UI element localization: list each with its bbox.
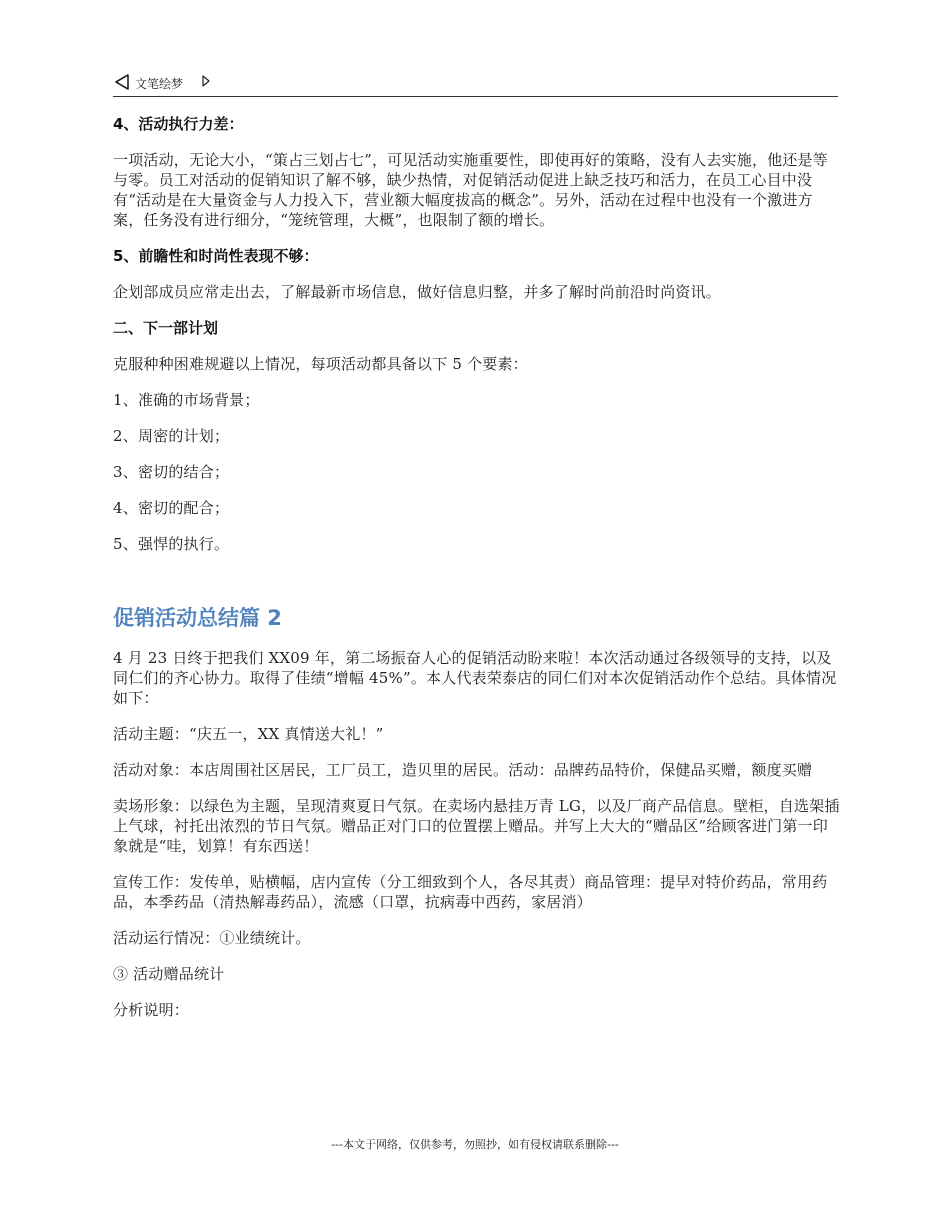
section-heading-4: 4、活动执行力差： xyxy=(113,115,244,133)
document-body xyxy=(113,114,843,1036)
section-heading-plan: 二、下一部计划 xyxy=(113,319,219,337)
section-heading-5: 5、前瞻性和时尚性表现不够： xyxy=(113,247,319,265)
paragraph-execution: 一项活动，无论大小，“策占三划占七”，可见活动实施重要性，即使再好的策略，没有人去实施，他还是等与零。员工对活动的促销知识了解不够，缺少热情，对促销活动促进上缺乏技巧和活力，在员工心目中没有“活动是在大量资金与人力投入下，营业额大幅度拔高的概念”。另外，活动在过程中也没有一个激进方案，任务没有进行细分，“笼统管理，大概”，也限制了额的增长。 xyxy=(113,151,828,229)
list-item: 1、准确的市场背景； xyxy=(113,391,260,409)
brand-name: 文笔绘梦 xyxy=(135,77,184,91)
article-paragraph: 4 月 23 日终于把我们 XX09 年，第二场振奋人心的促销活动盼来啦！本次活动通过各级领导的支持，以及同仁们的齐心协力。取得了佳绩“增幅 45%”。本人代表荣泰店的同仁们对本次促销活动作个总结。具体情况如下： xyxy=(113,649,837,707)
paragraph-trend: 企划部成员应常走出去，了解最新市场信息，做好信息归整，并多了解时尚前沿时尚资讯。 xyxy=(113,283,722,301)
paragraph-plan: 克服种种困难规避以上情况，每项活动都具备以下 5 个要素： xyxy=(113,355,528,373)
triangle-left-icon xyxy=(113,73,131,91)
article-paragraph: 活动运行情况：①业绩统计。 xyxy=(113,929,311,947)
page-footer: ---本文于网络，仅供参考，勿照抄，如有侵权请联系删除--- xyxy=(331,1138,619,1151)
article-paragraph: ③ 活动赠品统计 xyxy=(113,965,225,983)
page-header xyxy=(113,70,838,97)
list-item: 4、密切的配合； xyxy=(113,499,230,517)
article-paragraph: 活动主题：“庆五一，XX 真情送大礼！” xyxy=(113,725,384,743)
article-paragraph: 分析说明： xyxy=(113,1001,190,1019)
article-paragraph: 卖场形象：以绿色为主题，呈现清爽夏日气氛。在卖场内悬挂万青 LG，以及厂商产品信息。壁柜，自选架插上气球，衬托出浓烈的节日气氛。赠品正对门口的位置摆上赠品。并写上大大的“赠品区”给顾客进门第一印象就是“哇，划算！有东西送！ xyxy=(113,797,840,855)
article-title: 促销活动总结篇 2 xyxy=(113,606,282,630)
list-item: 2、周密的计划； xyxy=(113,427,230,445)
list-item: 3、密切的结合； xyxy=(113,463,230,481)
article-paragraph: 宣传工作：发传单，贴横幅，店内宣传（分工细致到个人，各尽其责）商品管理：提早对特价药品，常用药品，本季药品（清热解毒药品），流感（口罩，抗病毒中西药，家居消） xyxy=(113,873,828,911)
triangle-right-icon xyxy=(201,75,211,87)
list-item: 5、强悍的执行。 xyxy=(113,535,230,553)
article-paragraph: 活动对象：本店周围社区居民，工厂员工，造贝里的居民。活动：品牌药品特价，保健品买赠，额度买赠 xyxy=(113,761,813,779)
